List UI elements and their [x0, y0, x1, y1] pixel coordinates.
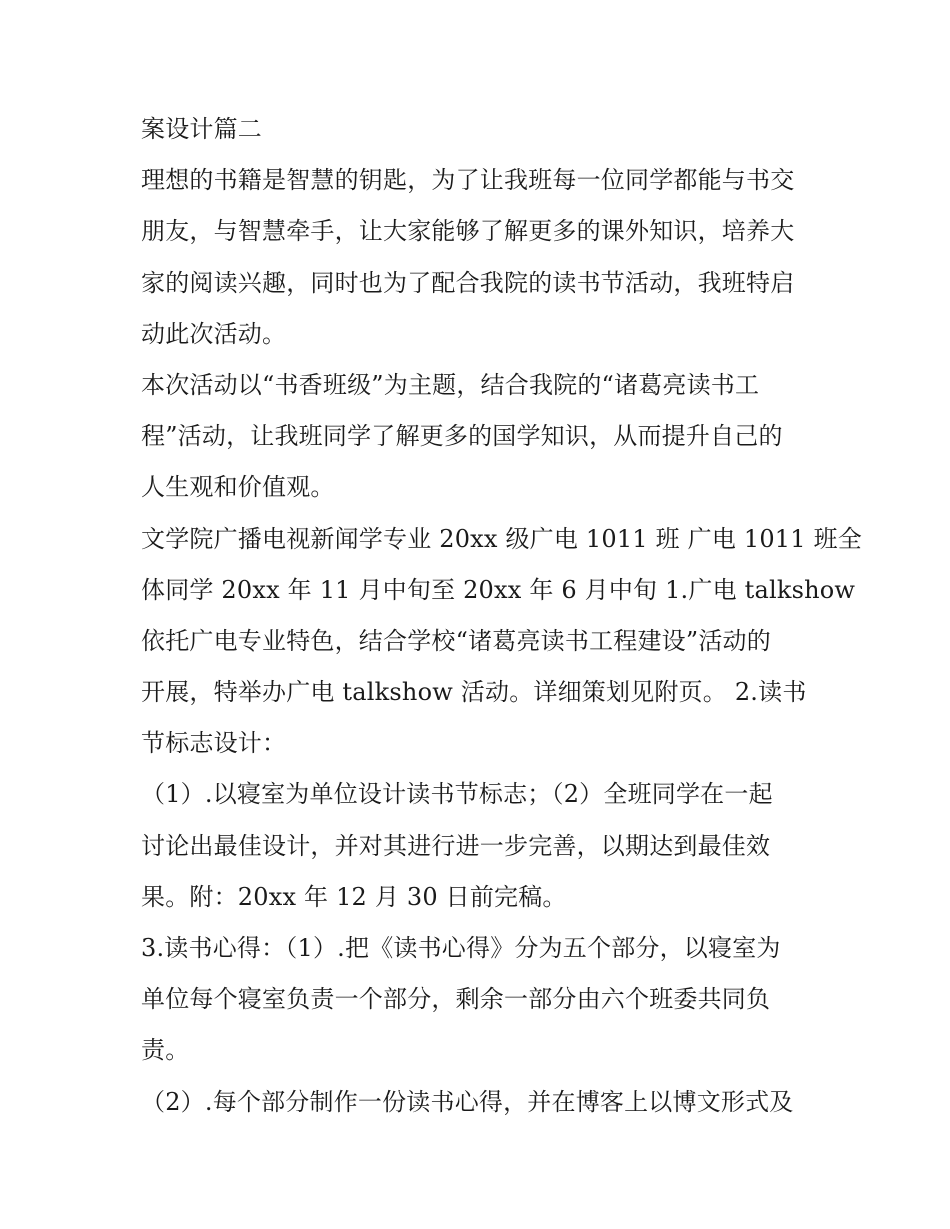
- text-line: 开展，特举办广电 talkshow 活动。详细策划见附页。 2.读书: [141, 678, 807, 707]
- document-body: [141, 104, 862, 1128]
- text-line: 程”活动，让我班同学了解更多的国学知识，从而提升自己的: [141, 422, 783, 451]
- text-line: （2）.每个部分制作一份读书心得，并在博客上以博文形式及: [141, 1087, 794, 1116]
- text-line: （1）.以寝室为单位设计读书节标志；（2）全班同学在一起: [141, 780, 773, 809]
- text-line: 本次活动以“书香班级”为主题，结合我院的“诸葛亮读书工: [141, 370, 760, 399]
- text-line: 朋友，与智慧牵手，让大家能够了解更多的课外知识，培养大: [141, 217, 795, 246]
- text-line: 体同学 20xx 年 11 月中旬至 20xx 年 6 月中旬 1.广电 talkshow: [141, 575, 856, 604]
- text-line: 3.读书心得：（1）.把《读书心得》分为五个部分，以寝室为: [141, 934, 781, 962]
- text-line: 单位每个寝室负责一个部分，剩余一部分由六个班委共同负: [141, 985, 771, 1014]
- text-line: 案设计篇二: [141, 115, 262, 143]
- text-line: 家的阅读兴趣，同时也为了配合我院的读书节活动，我班特启: [141, 268, 795, 297]
- text-line: 讨论出最佳设计，并对其进行进一步完善，以期达到最佳效: [141, 831, 771, 860]
- text-line: 理想的书籍是智慧的钥匙，为了让我班每一位同学都能与书交: [141, 166, 795, 195]
- text-line: 节标志设计：: [141, 729, 287, 758]
- text-line: 人生观和价值观。: [141, 473, 335, 502]
- text-line: 动此次活动。: [141, 319, 287, 348]
- text-line: 果。附：20xx 年 12 月 30 日前完稿。: [141, 882, 567, 911]
- text-line: 依托广电专业特色，结合学校“诸葛亮读书工程建设”活动的: [141, 626, 771, 655]
- text-line: 文学院广播电视新闻学专业 20xx 级广电 1011 班 广电 1011 班全: [141, 524, 862, 553]
- text-line: 责。: [141, 1036, 190, 1065]
